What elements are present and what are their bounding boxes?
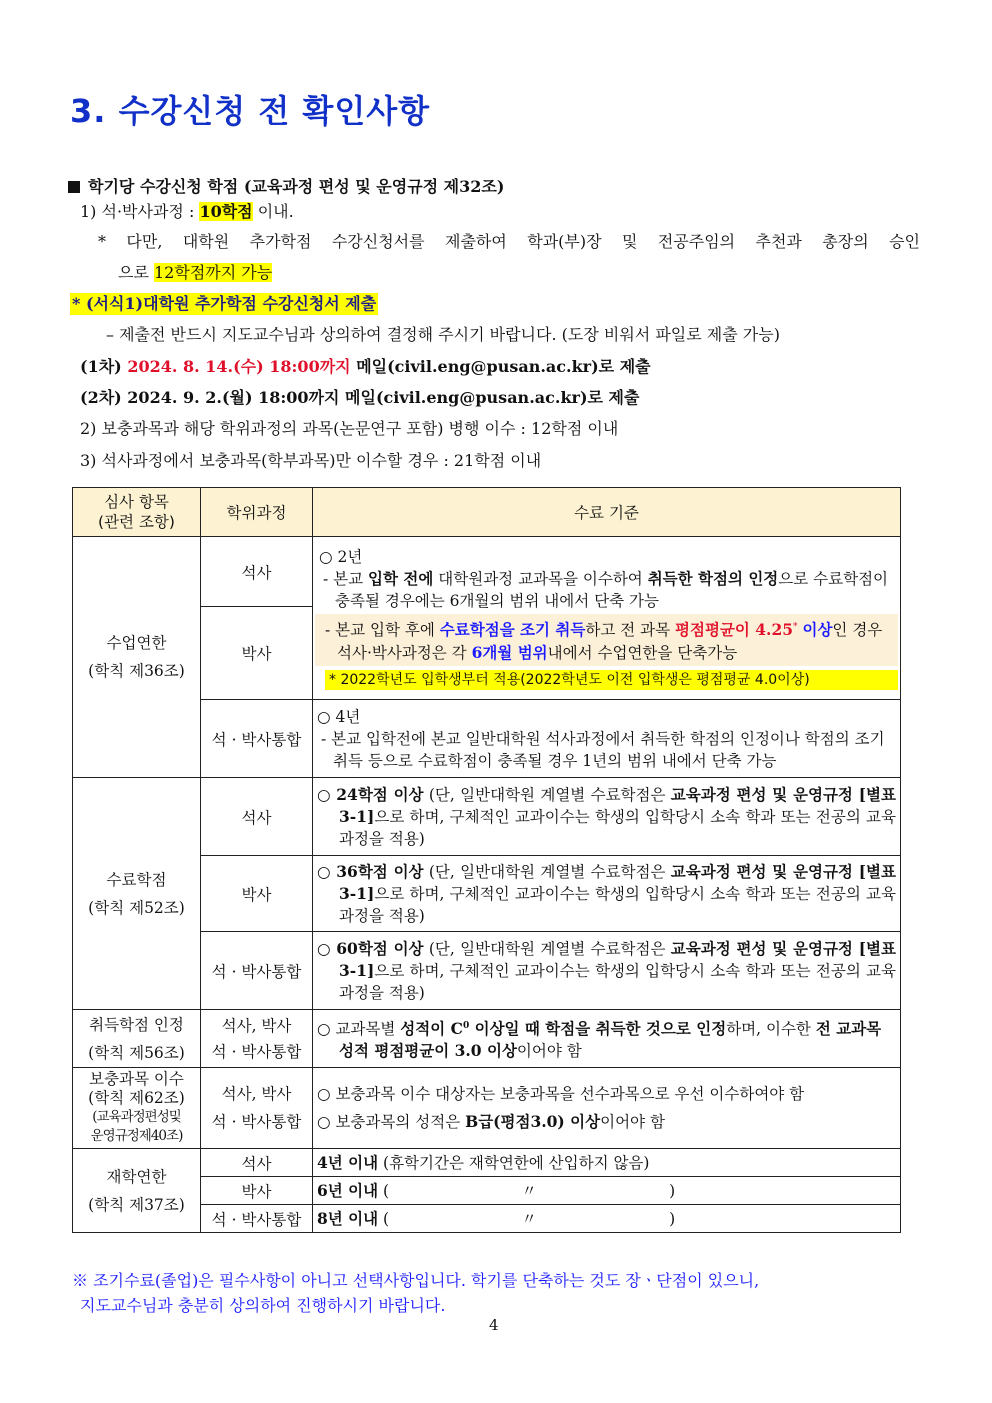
- text: 교육과정 편성 및 운영규정 [별표3-1]: [339, 938, 896, 980]
- text: 내에서 수업연한을 단축가능: [547, 643, 738, 662]
- note-1b-highlight: 12학점까지 가능: [154, 263, 273, 282]
- text: ○ 교과목별: [317, 1020, 401, 1039]
- credits-cat-label: 수료학점: [106, 870, 167, 889]
- text: 〃: [521, 1181, 537, 1200]
- item-1-suffix: 이내.: [252, 202, 294, 221]
- duration-doctor: 박사: [201, 607, 313, 700]
- text: (단, 일반대학원 계열별 수료학점은: [423, 862, 671, 881]
- text: (단, 일반대학원 계열별 수료학점은: [423, 785, 671, 804]
- criteria-2year: ○ 2년: [319, 548, 363, 567]
- text: 6개월 범위: [471, 642, 548, 662]
- table-row: [73, 1068, 901, 1149]
- header-category: 심사 항목 (관련 조항): [73, 488, 201, 537]
- text: 6년 이내: [317, 1180, 379, 1200]
- credits-master-criteria: ○ 24학점 이상 (단, 일반대학원 계열별 수료학점은 교육과정 편성 및 운영규정 [별표3-1]으로 하며, 구체적인 교과이수는 학생의 입학당시 소속 학과 또는 전공의 교육과정을 적용): [313, 778, 901, 856]
- item-1-prefix: 1) 석·박사과정 :: [80, 202, 200, 221]
- text: (: [378, 1181, 390, 1200]
- text: 으로 하며, 구체적인 교과이수는 학생의 입학당시 소속 학과 또는 전공의 교육과정을 적용): [339, 961, 896, 1002]
- text: ○ 보충과목 이수 대상자는 보충과목을 선수과목으로 우선 이수하여야 함: [317, 1085, 805, 1103]
- duration-master-doctor-criteria: [313, 537, 901, 700]
- round-1-date: 2024. 8. 14.(수) 18:00까지: [127, 357, 351, 376]
- supplement-category: [73, 1068, 201, 1149]
- text: B급(평점3.0) 이상: [465, 1112, 601, 1131]
- criteria-4year: ○ 4년: [317, 707, 361, 726]
- footnote-line-2: 지도교수님과 충분히 상의하여 진행하시기 바랍니다.: [80, 1296, 446, 1315]
- enrollment-integrated-criteria: [313, 1205, 901, 1233]
- text: 24학점 이상: [336, 784, 424, 804]
- text: (휴학기간은 재학연한에 산입하지 않음): [378, 1153, 650, 1172]
- text: 교육과정 편성 및 운영규정 [별표3-1]: [339, 861, 896, 903]
- header-criteria: 수료 기준: [313, 488, 901, 537]
- item-3: 3) 석사과정에서 보충과목(학부과목)만 이수할 경우 : 21학점 이내: [80, 451, 542, 470]
- recognition-cat-label: 취득학점 인정: [89, 1015, 184, 1034]
- text: - 본교: [323, 570, 369, 589]
- round-2: (2차) 2024. 9. 2.(월) 18:00까지 메일(civil.eng@pusan.ac.kr)로 제출: [80, 388, 640, 407]
- text: 전 교과목 성적 평점평균이 3.0 이상: [339, 1019, 882, 1061]
- footnote-line-1: ※ 조기수료(졸업)은 필수사항이 아니고 선택사항입니다. 학기를 단축하는 것도 장ㆍ단점이 있으니,: [72, 1271, 760, 1290]
- text: 재학연한: [106, 1167, 167, 1186]
- text: 석 · 박사통합: [211, 1113, 302, 1131]
- table-row: [73, 537, 901, 607]
- recognition-category: [73, 1010, 201, 1068]
- text: 이상일 때 학점을 취득한 것으로 인정: [469, 1019, 727, 1039]
- text: 4년 이내: [317, 1152, 379, 1172]
- criteria-integrated: - 본교 입학전에 본교 일반대학원 석사과정에서 취득한 학점의 인정이나 학점의 조기취득 등으로 수료학점이 충족될 경우 1년의 범위 내에서 단축 가능: [321, 729, 885, 770]
- submit-note: – 제출전 반드시 지도교수님과 상의하여 결정해 주시기 바랍니다. (도장 비워서 파일로 제출 가능): [106, 325, 780, 344]
- text: 취득한 학점의 인정: [647, 569, 779, 589]
- text: 이어야 함: [600, 1113, 665, 1131]
- text: 이어야 함: [516, 1042, 582, 1061]
- note-1a: * 다만, 대학원 추가학점 수강신청서를 제출하여 학과(부)장 및 전공주임의 추천과 총장의 승인: [98, 232, 920, 251]
- text: 이상: [802, 620, 833, 640]
- supplement-degree: [201, 1068, 313, 1149]
- credits-integrated: 석 · 박사통합: [201, 932, 313, 1010]
- text: 수료학점을 조기 취득: [439, 620, 586, 640]
- section-heading: [68, 176, 504, 198]
- credits-integrated-criteria: ○ 60학점 이상 (단, 일반대학원 계열별 수료학점은 교육과정 편성 및 운영규정 [별표3-1]으로 하며, 구체적인 교과이수는 학생의 입학당시 소속 학과 또는 전공의 교육과정을 적용): [313, 932, 901, 1010]
- text: 성적이 C: [400, 1019, 463, 1039]
- enrollment-integrated: 석 · 박사통합: [201, 1205, 313, 1233]
- footnote: [72, 1268, 759, 1318]
- text: 교육과정 편성 및 운영규정 [별표3-1]: [339, 784, 896, 826]
- round-1: [80, 356, 651, 378]
- header-degree: 학위과정: [201, 488, 313, 537]
- enrollment-master-criteria: [313, 1149, 901, 1177]
- text: ○ 보충과목의 성적은: [317, 1113, 466, 1131]
- enrollment-category: [73, 1149, 201, 1233]
- text: (: [378, 1209, 390, 1228]
- text: (교육과정편성및: [92, 1109, 181, 1125]
- form-note: * (서식1)대학원 추가학점 수강신청서 제출: [72, 294, 377, 313]
- text: 입학 전에: [368, 569, 434, 589]
- duration-master: 석사: [201, 537, 313, 607]
- text: 으로 하며, 구체적인 교과이수는 학생의 입학당시 소속 학과 또는 전공의 교육과정을 적용): [339, 884, 896, 925]
- text: 하고 전 과목: [585, 621, 676, 640]
- text: 인 경우 석사·박사과정은 각: [337, 621, 883, 662]
- text: 〃: [521, 1209, 537, 1228]
- text: 으로 하며, 구체적인 교과이수는 학생의 입학당시 소속 학과 또는 전공의 교육과정을 적용): [339, 807, 896, 848]
- duration-cat-label: 수업연한: [106, 634, 167, 652]
- credits-doctor-criteria: ○ 36학점 이상 (단, 일반대학원 계열별 수료학점은 교육과정 편성 및 운영규정 [별표3-1]으로 하며, 구체적인 교과이수는 학생의 입학당시 소속 학과 또는 전공의 교육과정을 적용): [313, 856, 901, 932]
- text: 0: [462, 1020, 470, 1031]
- item-1: [80, 201, 294, 223]
- text: 으로 수료학점이 충족될 경우에는 6개월의 범위 내에서 단축 가능: [335, 570, 889, 611]
- table-header-row: [73, 488, 901, 537]
- duration-integrated: 석 · 박사통합: [201, 700, 313, 778]
- page-number: 4: [489, 1316, 499, 1334]
- table-row: [73, 1149, 901, 1177]
- recognition-degree: [201, 1010, 313, 1068]
- section-heading-text: 학기당 수강신청 학점 (교육과정 편성 및 운영규정 제32조): [88, 177, 505, 196]
- text: 8년 이내: [317, 1208, 379, 1228]
- completion-criteria-table: [72, 487, 901, 1233]
- note-1b: [118, 262, 272, 284]
- text: (단, 일반대학원 계열별 수료학점은: [423, 939, 671, 958]
- text: 대학원과정 교과목을 이수하여: [433, 570, 648, 589]
- text: 보충과목 이수: [89, 1070, 184, 1088]
- enrollment-master: 석사: [201, 1149, 313, 1177]
- text: 평점평균이 4.25: [675, 620, 794, 640]
- square-bullet-icon: [68, 181, 80, 193]
- credits-cat-article: (학칙 제52조): [88, 898, 185, 917]
- text: - 본교 입학 후에: [325, 621, 440, 640]
- table-row: [73, 1010, 901, 1068]
- text: ): [669, 1209, 676, 1228]
- round-1-label: (1차): [80, 357, 128, 376]
- item-2: 2) 보충과목과 해당 학위과정의 과목(논문연구 포함) 병행 이수 : 12학점 이내: [80, 419, 619, 438]
- text: (학칙 제37조): [88, 1195, 185, 1214]
- item-1-highlight: 10학점: [199, 202, 253, 221]
- duration-cat-article: (학칙 제36조): [88, 662, 185, 680]
- text: (학칙 제62조): [88, 1089, 185, 1107]
- text: 석사, 박사: [221, 1016, 292, 1035]
- recognition-cat-article: (학칙 제56조): [88, 1043, 185, 1062]
- text: 석사, 박사: [221, 1085, 292, 1103]
- text: 운영규정제40조): [90, 1128, 183, 1144]
- criteria-early-completion: [315, 614, 898, 665]
- duration-category: [73, 537, 201, 778]
- criteria-star-note: * 2022학년도 입학생부터 적용(2022학년도 이전 입학생은 평점평균 4.0이상): [325, 670, 898, 690]
- note-1b-prefix: 으로: [118, 263, 154, 282]
- text: 석 · 박사통합: [211, 1042, 302, 1061]
- enrollment-doctor: 박사: [201, 1177, 313, 1205]
- duration-integrated-criteria: [313, 700, 901, 778]
- text: ): [669, 1181, 676, 1200]
- text: 하며, 이수한: [726, 1020, 816, 1039]
- text: 60학점 이상: [336, 938, 424, 958]
- supplement-criteria: [313, 1068, 901, 1149]
- page-title: 3. 수강신청 전 확인사항: [70, 92, 431, 130]
- recognition-criteria: [313, 1010, 901, 1068]
- table-row: [73, 778, 901, 856]
- text: *: [793, 622, 798, 633]
- text: 36학점 이상: [336, 861, 424, 881]
- round-1-suffix: 메일(civil.eng@pusan.ac.kr)로 제출: [350, 357, 651, 376]
- credits-master: 석사: [201, 778, 313, 856]
- criteria-before-admission: [319, 568, 894, 612]
- enrollment-doctor-criteria: [313, 1177, 901, 1205]
- credits-category: [73, 778, 201, 1010]
- credits-doctor: 박사: [201, 856, 313, 932]
